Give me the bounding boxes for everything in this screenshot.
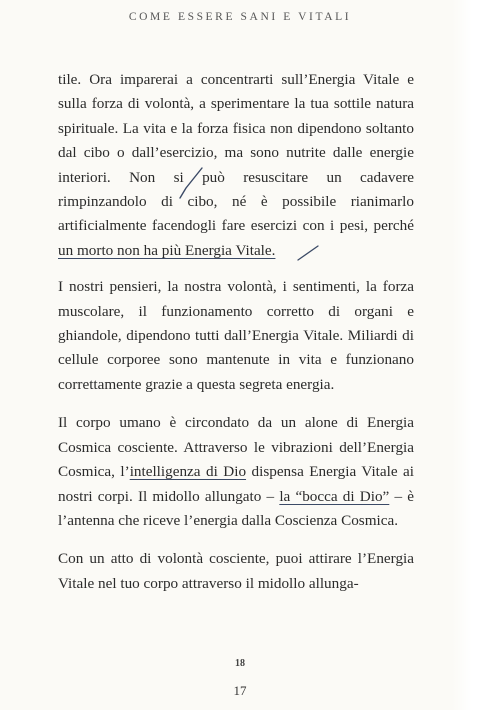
paragraph-3-text-c: – è l’antenna che riceve l’energia dalla Coscienza Cosmica. [58, 487, 414, 529]
highlighted-phrase-morto: un morto non ha più Energia Vitale. [58, 241, 276, 259]
paragraph-3 [58, 411, 414, 533]
paragraph-4-text: Con un atto di volontà cosciente, puoi attirare l’Energia Vitale nel tuo corpo attraverso il midollo allunga- [58, 550, 414, 592]
paragraph-2 [58, 275, 414, 397]
page-number: 17 [233, 683, 247, 698]
highlighted-phrase-bocca: la “bocca di Dio” [279, 487, 390, 505]
running-header: COME ESSERE SANI E VITALI [128, 11, 352, 23]
paragraph-3-text-a: Il corpo umano è circondato da un alone di Energia Cosmica cosciente. Attraverso le vibrazioni dell’Energia Cosmica, l’ [58, 414, 414, 481]
scan-edge [452, 0, 480, 710]
paragraph-4 [58, 547, 414, 596]
paragraph-3-text-b: dispensa Energia Vitale ai nostri corpi. Il midollo allungato – [58, 463, 415, 505]
folio-small: 18 [235, 658, 245, 669]
paragraph-2-text: I nostri pensieri, la nostra volontà, i sentimenti, la forza muscolare, il funzionamento corretto di organi e ghiandole, dipendono tutti dall’Energia Vitale. Miliardi di cellule corporee sono mantenute in vita e funzionano correttamente grazie a questa segreta energia. [58, 278, 414, 393]
paragraph-1 [58, 68, 414, 263]
paragraph-1-text: tile. Ora imparerai a concentrarti sull’Energia Vitale e sulla forza di volontà, a sperimentare la tua sottile natura spirituale. La vita e la forza fisica non dipendono soltanto dal cibo o dall’esercizio, ma sono nutrite dalle energie interiori. Non si può resuscitare un cadavere rimpinzandolo di cibo, né è possibile rianimarlo artificialmente facendogli fare esercizi con i pesi, perché [58, 71, 414, 235]
body-text [58, 68, 414, 610]
highlighted-phrase-intelligenza: intelligenza di Dio [129, 463, 247, 481]
